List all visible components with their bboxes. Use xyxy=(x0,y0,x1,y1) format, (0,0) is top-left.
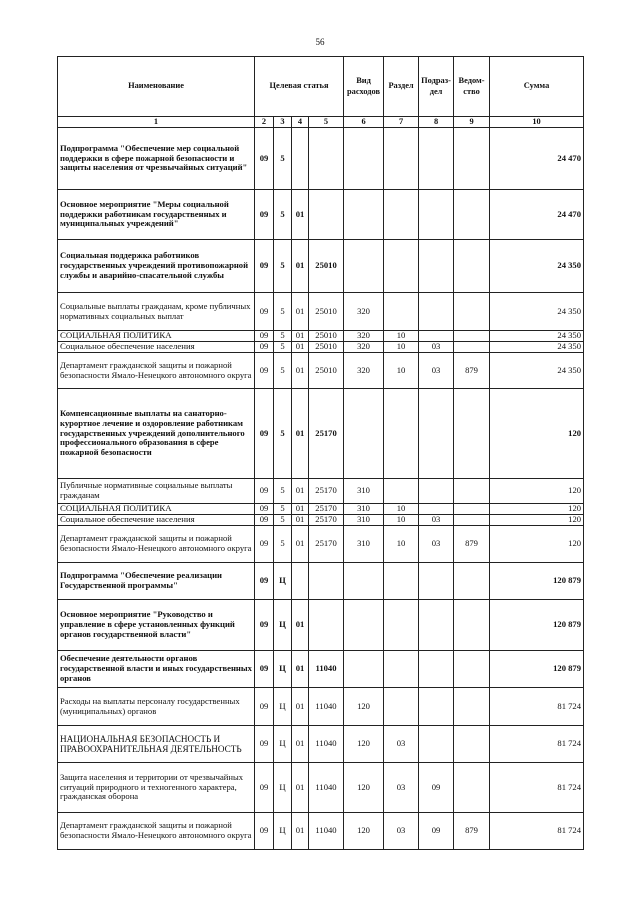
row-sum: 120 xyxy=(490,526,584,563)
expense-type-code: 310 xyxy=(344,479,384,504)
direction-code xyxy=(309,128,344,190)
expense-type-code: 320 xyxy=(344,331,384,342)
subsection-code xyxy=(419,190,454,240)
row-name: Защита населения и территории от чрезвычайных ситуаций природного и техногенного характера, гражданская оборона xyxy=(58,763,255,813)
subprogram-code: 5 xyxy=(274,515,292,526)
col-number: 7 xyxy=(384,117,419,128)
row-sum: 120 879 xyxy=(490,600,584,651)
program-code: 09 xyxy=(255,331,274,342)
subsection-code: 09 xyxy=(419,813,454,850)
row-sum: 120 879 xyxy=(490,651,584,688)
expense-type-code xyxy=(344,651,384,688)
table-row xyxy=(58,763,584,813)
row-name: Департамент гражданской защиты и пожарной безопасности Ямало-Ненецкого автономного округа xyxy=(58,353,255,389)
direction-code: 11040 xyxy=(309,688,344,726)
program-code: 09 xyxy=(255,240,274,293)
department-code: 879 xyxy=(454,526,490,563)
subsection-code xyxy=(419,688,454,726)
main-activity-code xyxy=(292,563,309,600)
department-code xyxy=(454,190,490,240)
program-code: 09 xyxy=(255,563,274,600)
row-name: Публичные нормативные социальные выплаты гражданам xyxy=(58,479,255,504)
main-activity-code: 01 xyxy=(292,353,309,389)
expense-type-code xyxy=(344,563,384,600)
section-code: 10 xyxy=(384,331,419,342)
table-row xyxy=(58,389,584,479)
main-activity-code: 01 xyxy=(292,515,309,526)
program-code: 09 xyxy=(255,600,274,651)
row-name: Социальные выплаты гражданам, кроме публичных нормативных социальных выплат xyxy=(58,293,255,331)
table-row xyxy=(58,563,584,600)
subprogram-code: Ц xyxy=(274,600,292,651)
subprogram-code: 5 xyxy=(274,342,292,353)
row-sum: 24 350 xyxy=(490,353,584,389)
row-sum: 120 xyxy=(490,479,584,504)
main-activity-code: 01 xyxy=(292,763,309,813)
subsection-code xyxy=(419,128,454,190)
subsection-code xyxy=(419,651,454,688)
program-code: 09 xyxy=(255,353,274,389)
expense-type-code: 310 xyxy=(344,504,384,515)
subsection-code xyxy=(419,600,454,651)
subsection-code xyxy=(419,331,454,342)
table-row xyxy=(58,726,584,763)
subsection-code xyxy=(419,563,454,600)
subsection-code: 03 xyxy=(419,515,454,526)
program-code: 09 xyxy=(255,726,274,763)
section-code: 03 xyxy=(384,763,419,813)
section-code xyxy=(384,688,419,726)
program-code: 09 xyxy=(255,293,274,331)
department-code xyxy=(454,563,490,600)
section-code: 10 xyxy=(384,515,419,526)
expense-type-code: 310 xyxy=(344,526,384,563)
program-code: 09 xyxy=(255,526,274,563)
row-sum: 120 xyxy=(490,504,584,515)
header-section: Раздел xyxy=(384,57,419,117)
header-expense-type: Вид расходов xyxy=(344,57,384,117)
direction-code: 25170 xyxy=(309,504,344,515)
row-name: Компенсационные выплаты на санаторно-курортное лечение и оздоровление работникам государственных учреждений дополнительного профессионального образования в сфере пожарной безопасности xyxy=(58,389,255,479)
direction-code: 25010 xyxy=(309,353,344,389)
subprogram-code: Ц xyxy=(274,688,292,726)
main-activity-code: 01 xyxy=(292,526,309,563)
row-sum: 24 350 xyxy=(490,293,584,331)
subsection-code xyxy=(419,240,454,293)
department-code: 879 xyxy=(454,353,490,389)
expense-type-code: 120 xyxy=(344,763,384,813)
header-sum: Сумма xyxy=(490,57,584,117)
table-row xyxy=(58,600,584,651)
program-code: 09 xyxy=(255,504,274,515)
col-number: 2 xyxy=(255,117,274,128)
program-code: 09 xyxy=(255,389,274,479)
row-name: Подпрограмма "Обеспечение реализации Государственной программы" xyxy=(58,563,255,600)
row-name: Департамент гражданской защиты и пожарной безопасности Ямало-Ненецкого автономного округа xyxy=(58,813,255,850)
col-number: 8 xyxy=(419,117,454,128)
program-code: 09 xyxy=(255,763,274,813)
header-name: Наименование xyxy=(58,57,255,117)
section-code: 10 xyxy=(384,353,419,389)
subprogram-code: 5 xyxy=(274,389,292,479)
row-name: Расходы на выплаты персоналу государственных (муниципальных) органов xyxy=(58,688,255,726)
subprogram-code: 5 xyxy=(274,128,292,190)
row-sum: 81 724 xyxy=(490,813,584,850)
row-sum: 24 470 xyxy=(490,190,584,240)
table-row xyxy=(58,353,584,389)
row-name: НАЦИОНАЛЬНАЯ БЕЗОПАСНОСТЬ И ПРАВООХРАНИТЕЛЬНАЯ ДЕЯТЕЛЬНОСТЬ xyxy=(58,726,255,763)
section-code xyxy=(384,600,419,651)
table-row xyxy=(58,515,584,526)
department-code xyxy=(454,726,490,763)
section-code xyxy=(384,651,419,688)
table-row xyxy=(58,479,584,504)
department-code xyxy=(454,688,490,726)
program-code: 09 xyxy=(255,128,274,190)
section-code: 10 xyxy=(384,526,419,563)
program-code: 09 xyxy=(255,515,274,526)
subsection-code: 03 xyxy=(419,342,454,353)
department-code xyxy=(454,600,490,651)
expense-type-code: 320 xyxy=(344,293,384,331)
main-activity-code: 01 xyxy=(292,389,309,479)
row-name: Социальное обеспечение населения xyxy=(58,342,255,353)
section-code xyxy=(384,128,419,190)
main-activity-code: 01 xyxy=(292,651,309,688)
row-sum: 81 724 xyxy=(490,763,584,813)
expense-type-code xyxy=(344,240,384,293)
section-code: 10 xyxy=(384,342,419,353)
expense-type-code xyxy=(344,389,384,479)
subprogram-code: 5 xyxy=(274,479,292,504)
direction-code: 11040 xyxy=(309,651,344,688)
main-activity-code: 01 xyxy=(292,688,309,726)
subsection-code: 03 xyxy=(419,526,454,563)
main-activity-code: 01 xyxy=(292,504,309,515)
col-number: 10 xyxy=(490,117,584,128)
column-number-row xyxy=(58,117,584,128)
direction-code: 25010 xyxy=(309,293,344,331)
row-name: Социальное обеспечение населения xyxy=(58,515,255,526)
col-number: 5 xyxy=(309,117,344,128)
expense-type-code: 320 xyxy=(344,342,384,353)
direction-code xyxy=(309,190,344,240)
subprogram-code: 5 xyxy=(274,293,292,331)
row-name: Социальная поддержка работников государственных учреждений противопожарной службы и аварийно-спасательной службы xyxy=(58,240,255,293)
budget-table xyxy=(57,56,584,850)
row-sum: 120 xyxy=(490,389,584,479)
program-code: 09 xyxy=(255,190,274,240)
subsection-code: 09 xyxy=(419,763,454,813)
row-sum: 120 879 xyxy=(490,563,584,600)
row-name: СОЦИАЛЬНАЯ ПОЛИТИКА xyxy=(58,331,255,342)
subprogram-code: Ц xyxy=(274,726,292,763)
row-name: Основное мероприятие "Руководство и управление в сфере установленных функций органов государственной власти" xyxy=(58,600,255,651)
direction-code: 25170 xyxy=(309,526,344,563)
header-subsection: Подраз-дел xyxy=(419,57,454,117)
row-name: Департамент гражданской защиты и пожарной безопасности Ямало-Ненецкого автономного округа xyxy=(58,526,255,563)
expense-type-code: 320 xyxy=(344,353,384,389)
department-code xyxy=(454,240,490,293)
section-code xyxy=(384,190,419,240)
col-number: 3 xyxy=(274,117,292,128)
expense-type-code: 120 xyxy=(344,813,384,850)
subprogram-code: Ц xyxy=(274,763,292,813)
department-code xyxy=(454,128,490,190)
table-body xyxy=(58,128,584,850)
direction-code: 11040 xyxy=(309,726,344,763)
department-code xyxy=(454,342,490,353)
direction-code xyxy=(309,563,344,600)
row-sum: 24 470 xyxy=(490,128,584,190)
subprogram-code: Ц xyxy=(274,563,292,600)
expense-type-code xyxy=(344,600,384,651)
row-name: СОЦИАЛЬНАЯ ПОЛИТИКА xyxy=(58,504,255,515)
department-code xyxy=(454,504,490,515)
main-activity-code: 01 xyxy=(292,813,309,850)
subprogram-code: Ц xyxy=(274,651,292,688)
subsection-code xyxy=(419,479,454,504)
main-activity-code: 01 xyxy=(292,726,309,763)
direction-code: 25170 xyxy=(309,389,344,479)
header-target-article: Целевая статья xyxy=(255,57,344,117)
table-row xyxy=(58,813,584,850)
department-code xyxy=(454,479,490,504)
col-number: 6 xyxy=(344,117,384,128)
table-row xyxy=(58,688,584,726)
header-department: Ведом-ство xyxy=(454,57,490,117)
main-activity-code: 01 xyxy=(292,331,309,342)
department-code xyxy=(454,515,490,526)
direction-code: 11040 xyxy=(309,813,344,850)
row-sum: 120 xyxy=(490,515,584,526)
subprogram-code: 5 xyxy=(274,331,292,342)
table-row xyxy=(58,128,584,190)
program-code: 09 xyxy=(255,342,274,353)
main-activity-code: 01 xyxy=(292,240,309,293)
table-row xyxy=(58,526,584,563)
subprogram-code: 5 xyxy=(274,353,292,389)
program-code: 09 xyxy=(255,813,274,850)
program-code: 09 xyxy=(255,688,274,726)
direction-code: 25010 xyxy=(309,331,344,342)
subprogram-code: 5 xyxy=(274,504,292,515)
subprogram-code: Ц xyxy=(274,813,292,850)
row-sum: 24 350 xyxy=(490,240,584,293)
table-row xyxy=(58,190,584,240)
subsection-code xyxy=(419,504,454,515)
row-sum: 24 350 xyxy=(490,331,584,342)
row-name: Основное мероприятие "Меры социальной поддержки работникам государственных и муниципальных учреждений" xyxy=(58,190,255,240)
subsection-code xyxy=(419,293,454,331)
table-row xyxy=(58,342,584,353)
direction-code: 11040 xyxy=(309,763,344,813)
department-code xyxy=(454,331,490,342)
direction-code: 25010 xyxy=(309,240,344,293)
row-name: Обеспечение деятельности органов государственной власти и иных государственных органов xyxy=(58,651,255,688)
col-number: 9 xyxy=(454,117,490,128)
table-row xyxy=(58,651,584,688)
department-code xyxy=(454,293,490,331)
subsection-code xyxy=(419,389,454,479)
row-sum: 81 724 xyxy=(490,688,584,726)
section-code: 03 xyxy=(384,813,419,850)
main-activity-code xyxy=(292,128,309,190)
direction-code: 25010 xyxy=(309,342,344,353)
section-code xyxy=(384,389,419,479)
program-code: 09 xyxy=(255,651,274,688)
expense-type-code: 310 xyxy=(344,515,384,526)
direction-code: 25170 xyxy=(309,515,344,526)
section-code xyxy=(384,240,419,293)
main-activity-code: 01 xyxy=(292,600,309,651)
row-name: Подпрограмма "Обеспечение мер социальной поддержки в сфере пожарной безопасности и защиты населения от чрезвычайных ситуаций" xyxy=(58,128,255,190)
section-code xyxy=(384,563,419,600)
section-code xyxy=(384,293,419,331)
page-number: 56 xyxy=(315,37,325,47)
expense-type-code: 120 xyxy=(344,726,384,763)
table-row xyxy=(58,240,584,293)
section-code: 03 xyxy=(384,726,419,763)
main-activity-code: 01 xyxy=(292,479,309,504)
subprogram-code: 5 xyxy=(274,240,292,293)
col-number: 1 xyxy=(58,117,255,128)
col-number: 4 xyxy=(292,117,309,128)
main-activity-code: 01 xyxy=(292,293,309,331)
expense-type-code: 120 xyxy=(344,688,384,726)
subprogram-code: 5 xyxy=(274,526,292,563)
table-row xyxy=(58,331,584,342)
program-code: 09 xyxy=(255,479,274,504)
table-row xyxy=(58,293,584,331)
department-code xyxy=(454,389,490,479)
department-code xyxy=(454,763,490,813)
subsection-code: 03 xyxy=(419,353,454,389)
row-sum: 81 724 xyxy=(490,726,584,763)
department-code: 879 xyxy=(454,813,490,850)
subprogram-code: 5 xyxy=(274,190,292,240)
table-header-row xyxy=(58,57,584,117)
section-code xyxy=(384,479,419,504)
expense-type-code xyxy=(344,128,384,190)
subsection-code xyxy=(419,726,454,763)
direction-code: 25170 xyxy=(309,479,344,504)
main-activity-code: 01 xyxy=(292,190,309,240)
table-row xyxy=(58,504,584,515)
department-code xyxy=(454,651,490,688)
expense-type-code xyxy=(344,190,384,240)
direction-code xyxy=(309,600,344,651)
main-activity-code: 01 xyxy=(292,342,309,353)
section-code: 10 xyxy=(384,504,419,515)
row-sum: 24 350 xyxy=(490,342,584,353)
